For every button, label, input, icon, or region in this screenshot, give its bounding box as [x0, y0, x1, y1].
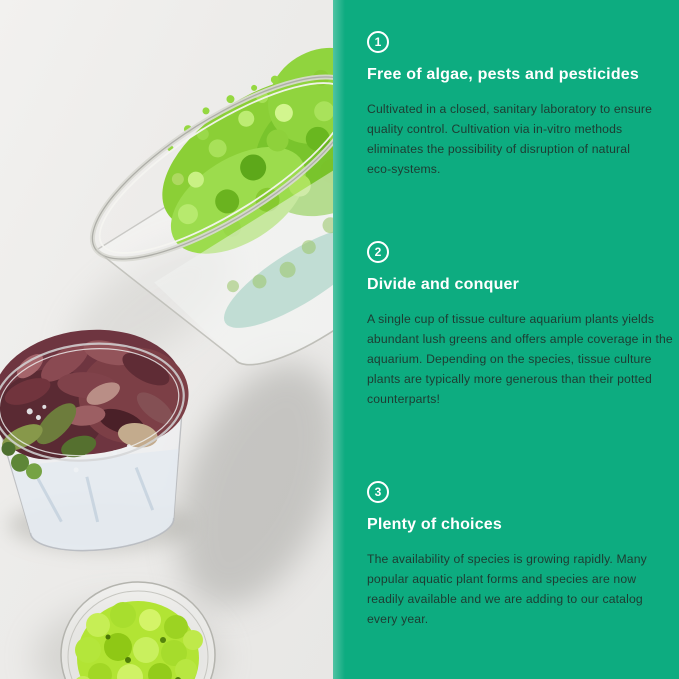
feature-3-heading: Plenty of choices [367, 516, 502, 533]
feature-section-1 [367, 31, 671, 179]
feature-1-body [367, 99, 671, 179]
body-line: every year. [367, 612, 429, 626]
step-1-number: 1 [374, 35, 382, 49]
body-line: readily available and we are adding to our catalog [367, 592, 643, 606]
feature-2-heading: Divide and conquer [367, 276, 520, 293]
step-2-number: 2 [374, 245, 382, 259]
body-line: popular aquatic plant forms and species are now [367, 572, 637, 586]
body-line: Cultivated in a closed, sanitary laboratory to ensure [367, 102, 653, 116]
body-line: quality control. Cultivation via in-vitro methods [367, 122, 623, 136]
body-line: counterparts! [367, 392, 441, 406]
body-line: aquarium. Depending on the species, tissue culture [367, 352, 652, 366]
feature-section-3 [367, 481, 671, 629]
body-line: The availability of species is growing rapidly. Many [367, 552, 647, 566]
panel-edge-highlight [333, 0, 345, 679]
moss-cup [61, 582, 215, 679]
feature-3-body [367, 549, 671, 629]
step-3-number: 3 [374, 485, 382, 499]
step-2-badge [367, 241, 389, 263]
body-line: A single cup of tissue culture aquarium plants yields [367, 312, 655, 326]
body-line: abundant lush greens and offers ample coverage in the [367, 332, 673, 346]
body-line: plants are typically more generous than their potted [367, 372, 652, 386]
feature-1-heading: Free of algae, pests and pesticides [367, 66, 639, 83]
feature-2-body [367, 309, 671, 409]
red-plant-cup [0, 320, 204, 559]
body-line: eco-systems. [367, 162, 441, 176]
body-line: eliminates the possibility of disruption of natural [367, 142, 631, 156]
step-3-badge [367, 481, 389, 503]
step-1-badge [367, 31, 389, 53]
product-photo [0, 0, 333, 679]
info-panel [333, 0, 679, 679]
feature-section-2 [367, 241, 671, 409]
plant-cups-illustration [0, 0, 333, 679]
